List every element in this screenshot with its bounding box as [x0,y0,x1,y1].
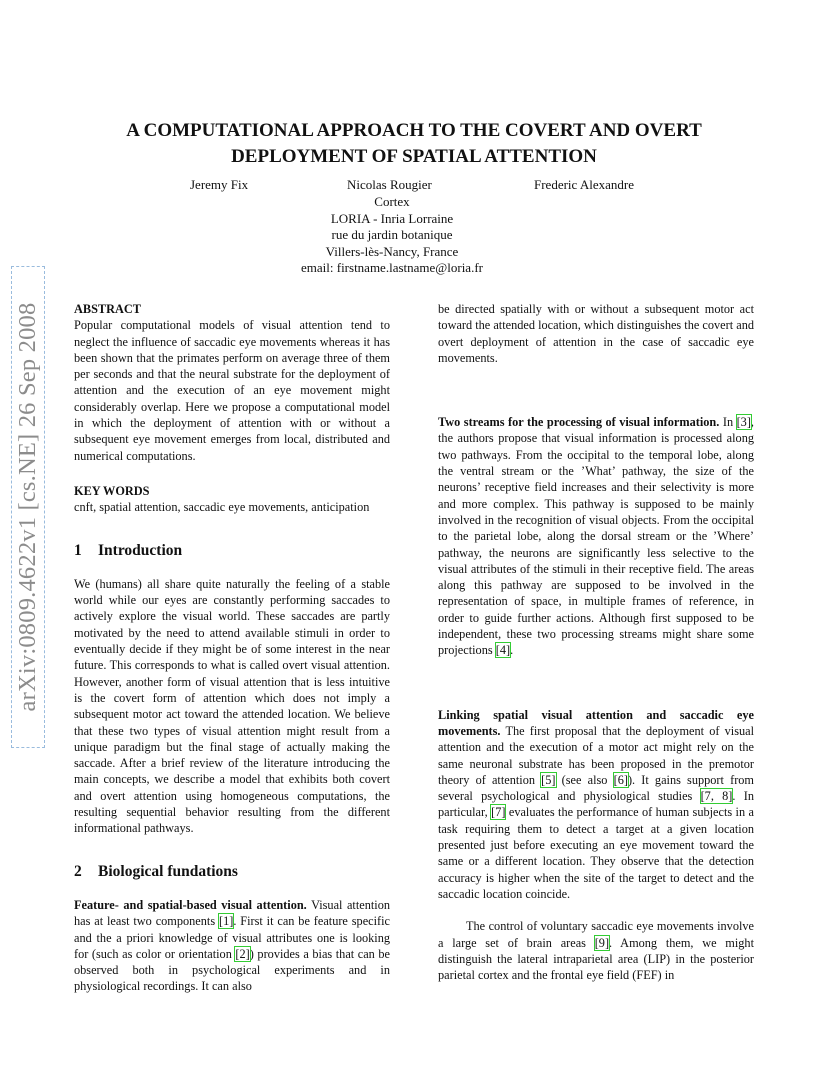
arxiv-stamp[interactable] [11,266,45,748]
keywords-heading: KEY WORDS [74,483,150,498]
linking-paragraph [438,707,754,903]
affiliation-line: Cortex [374,194,410,209]
feature-paragraph [74,897,390,995]
email-line: email: firstname.lastname@loria.fr [301,260,483,275]
paragraph-text: The control of voluntary saccadic eye movements involve a large set of brain areas [438,919,754,950]
citation-link[interactable]: [2] [235,946,250,961]
left-column [74,301,390,995]
citation-link[interactable]: [5] [541,772,556,787]
intro-paragraph: We (humans) all share quite naturally the feeling of a stable world while our eyes are constantly performing saccades to actively explore the visual world. These saccades are partly motivated by the need to attend available stimuli in order to eventually decide if they might be of some interest in the near future. This corresponds to what is called overt visual attention. However, another form of visual attention that is less intuitive is the covert form of attention which does not imply a subsequent motor act toward the attended location. We believe that these two types of visual attention might result from a unique paradigm but the final stage of actually making the saccade. After a brief review of the literature introducing the main concepts, we describe a model that exhibits both covert and overt attention using homogeneous computations, the resulting sequential behavior resulting from the different informational pathways. [74,576,390,836]
citation-link[interactable]: [7, 8] [700,789,733,804]
paper-title [60,118,768,170]
section-title: Biological fundations [98,862,238,880]
paragraph-text: . [510,643,514,658]
citation-link[interactable]: [7] [491,805,506,820]
section-number: 1 [74,541,82,559]
author-2: Nicolas Rougier [347,177,432,192]
abstract-text: Popular computational models of visual attention tend to neglect the influence of saccadic eye movements whereas it has been shown that the primates perform on average three of them per seconds and that the neural substrate for the deployment of attention and the execution of an eye movement might considerably overlap. Here we propose a computational model in which the deployment of attention with or without a subsequent eye movement emerges from local, distributed and numerical computations. [74,318,390,463]
affiliation-line: LORIA - Inria Lorraine [330,210,454,226]
paragraph-text: The first proposal that the deployment of visual attention and the execution of a motor act might rely on the same neuronal substrate has been proposed in the premotor theory of attention [438,723,754,787]
paragraph-text: . In particular, [438,789,754,820]
paragraph-heading: Feature- and spatial-based visual attention. [74,897,307,912]
section-1-heading [74,543,390,559]
abstract-heading: ABSTRACT [74,302,141,316]
paragraph-text: , the authors propose that visual information is processed along two pathways. From the occipital to the temporal lobe, along the ventral stream or the ’What’ pathway, the size of the neurons’ receptive field increases and their selectivity is more and more complex. This pathway is supposed to be mainly involved in the recognition of visual objects. From the occipital to the parietal lobe, along the dorsal stream or the ’Where’ pathway, the neurons are significantly less selective to the visual attributes of the stimuli in their receptive field. The areas along this pathway are supposed to be involved in the representation of space, in multiple frames of reference, in order to guide further actions. Although first supposed to be independent, these two processing streams might share some projections [438,415,754,658]
keywords-text: cnft, spatial attention, saccadic eye movements, anticipation [74,500,370,515]
affiliation [250,194,534,277]
paragraph-text: ). It gains support from several psychological and physiological studies [438,772,754,804]
affiliation-line: Villers-lès-Nancy, France [325,243,459,259]
author-1: Jeremy Fix [190,177,249,192]
paragraph-heading: Linking spatial visual attention and saccadic eye movements. [438,707,754,738]
title-line-2: DEPLOYMENT OF SPATIAL ATTENTION [231,146,597,167]
paragraph-text: ) provides a bias that can be observed both in psychological experiments and in physiological recordings. It can also [74,946,390,994]
affiliation-line: rue du jardin botanique [331,227,453,242]
paragraph-heading: Two streams for the processing of visual information. [438,415,720,430]
citation-link[interactable]: [9] [594,935,610,950]
paragraph-text: In [722,415,737,430]
control-paragraph [438,918,754,983]
right-column [438,301,754,983]
section-2-heading [74,864,390,880]
author-3: Frederic Alexandre [534,177,634,192]
title-line-1: A COMPUTATIONAL APPROACH TO THE COVERT AND OVERT [126,120,702,141]
citation-link[interactable]: [3] [736,415,751,430]
paragraph-text: (see also [555,772,614,787]
paragraph-text: . First it can be feature specific and the a priori knowledge of visual attributes one is looking for (such as color or orientation [74,914,390,961]
section-number: 2 [74,862,82,880]
citation-link[interactable]: [1] [218,914,234,929]
section-title: Introduction [98,541,183,559]
arxiv-stamp-text: arXiv:0809.4622v1 [cs.NE] 26 Sep 2008 [14,302,41,712]
citation-link[interactable]: [4] [495,643,511,658]
paragraph-text: evaluates the performance of human subjects in a task requiring them to detect a target at a given location presented just before executing an eye movement toward the same or a different location. They observe that the detection accuracy is higher when the site of the target to detect and the saccadic location coincide. [438,805,754,901]
citation-link[interactable]: [6] [613,772,628,787]
paragraph-text: Visual attention has at least two components [74,897,390,929]
continuation-paragraph: be directed spatially with or without a subsequent motor act toward the attended location, which distinguishes the covert and overt deployment of attention in the case of saccadic eye movements. [438,302,754,365]
two-streams-paragraph [438,414,754,658]
paragraph-text: . Among them, we might distinguish the lateral intraparietal area (LIP) in the posterior parietal cortex and the frontal eye field (FEF) in [438,935,755,983]
